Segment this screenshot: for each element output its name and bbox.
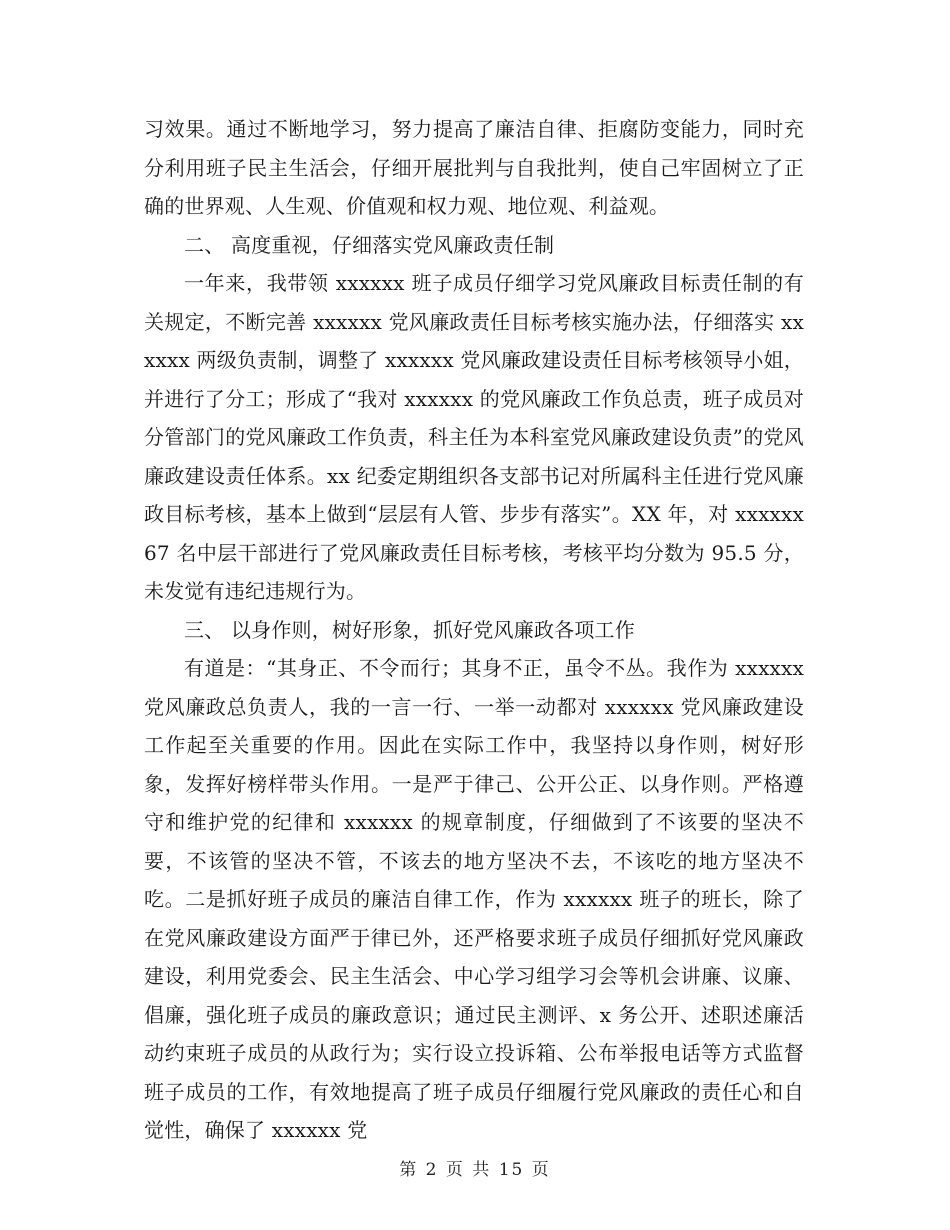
paragraph-responsibility-system: 一年来，我带领 xxxxxx 班子成员仔细学习党风廉政目标责任制的有关规定，不断完善 xxxxxx 党风廉政责任目标考核实施办法，仔细落实 xxxxxx 两级负责制，调整了 xxxxxx 党风廉政建设责任目标考核领导小姐，并进行了分工；形成了“我对 xxxxxx 的党风廉政工作负总责，班子成员对分管部门的党风廉政工作负责，科主任为本科室党风廉政建设负责”的党风廉政建设责任体系。xx 纪委定期组织各支部书记对所属科主任进行党风廉政目标考核，基本上做到“层层有人管、步步有落实”。XX 年，对 xxxxxx67 名中层干部进行了党风廉政责任目标考核，考核平均分数为 95.5 分，未发觉有违纪违规行为。 <box>144 271 804 603</box>
section-heading-2: 二、 高度重视，仔细落实党风廉政责任制 <box>184 232 555 257</box>
section-heading-3: 三、 以身作则，树好形象，抓好党风廉政各项工作 <box>184 617 635 642</box>
paragraph-lead-by-example: 有道是：“其身正、不令而行；其身不正，虽令不丛。我作为 xxxxxx 党风廉政总负责人，我的一言一行、一举一动都对 xxxxxx 党风廉政建设工作起至关重要的作用。因此在实际工作中，我坚持以身作则，树好形象，发挥好榜样带头作用。一是严于律己、公开公正、以身作则。严格遵守和维护党的纪律和 xxxxxx 的规章制度，仔细做到了不该要的坚决不要，不该管的坚决不管，不该去的地方坚决不去，不该吃的地方坚决不吃。二是抓好班子成员的廉洁自律工作，作为 xxxxxx 班子的班长，除了在党风廉政建设方面严于律已外，还严格要求班子成员仔细抓好党风廉政建设，利用党委会、民主生活会、中心学习组学习会等机会讲廉、议廉、倡廉，强化班子成员的廉政意识；通过民主测评、x 务公开、述职述廉活动约束班子成员的从政行为；实行设立投诉箱、公布举报电话等方式监督班子成员的工作，有效地提高了班子成员仔细履行党风廉政的责任心和自觉性，确保了 xxxxxx 党 <box>144 656 804 1142</box>
paragraph-continuation: 习效果。通过不断地学习，努力提高了廉洁自律、拒腐防变能力，同时充分利用班子民主生活会，仔细开展批判与自我批判，使自己牢固树立了正确的世界观、人生观、价值观和权力观、地位观、利益观。 <box>144 117 804 218</box>
page-footer: 第 2 页 共 15 页 <box>399 1160 551 1180</box>
document-body <box>144 110 804 1150</box>
